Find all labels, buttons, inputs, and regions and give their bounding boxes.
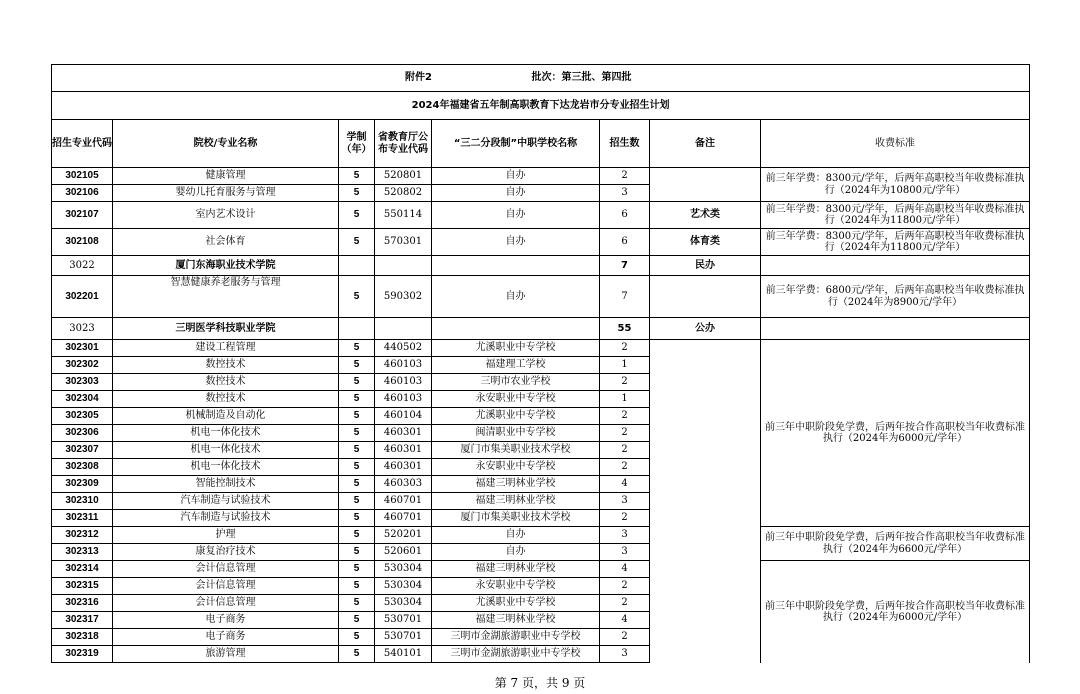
header-province-code: 省教育厅公布专业代码 — [375, 120, 432, 168]
years-value: 5 — [339, 408, 375, 425]
remark — [650, 629, 761, 646]
major-code: 302305 — [52, 408, 113, 425]
batch-label: 批次：第三批、第四批 — [531, 72, 632, 84]
years-value: 5 — [339, 185, 375, 202]
major-code: 302313 — [52, 544, 113, 561]
table-row — [52, 561, 1030, 578]
major-code: 302312 — [52, 527, 113, 544]
enroll-count: 4 — [600, 612, 650, 629]
enroll-count: 6 — [600, 229, 650, 256]
years-value: 5 — [339, 168, 375, 185]
remark — [650, 561, 761, 578]
remark: 体育类 — [650, 229, 761, 256]
province-code: 550114 — [375, 202, 432, 229]
enroll-count: 2 — [600, 595, 650, 612]
years-value: 5 — [339, 527, 375, 544]
school-row — [52, 318, 1030, 340]
province-code: 570301 — [375, 229, 432, 256]
page-title: 2024年福建省五年制高职教育下达龙岩市分专业招生计划 — [52, 92, 1030, 120]
table-row — [52, 229, 1030, 256]
major-name: 汽车制造与试验技术 — [113, 510, 339, 527]
partner-school: 福建理工学校 — [432, 357, 600, 374]
major-code: 302314 — [52, 561, 113, 578]
fee-standard: 前三年中职阶段免学费，后两年按合作高职校当年收费标准执行（2024年为6600元/学年） — [761, 527, 1030, 561]
header-code: 招生专业代码 — [52, 120, 113, 168]
major-code: 302308 — [52, 459, 113, 476]
enroll-count: 3 — [600, 544, 650, 561]
province-code: 540101 — [375, 646, 432, 663]
enroll-count: 2 — [600, 459, 650, 476]
remark — [650, 612, 761, 629]
years-value: 5 — [339, 595, 375, 612]
partner-school: 尤溪职业中专学校 — [432, 340, 600, 357]
enroll-count: 2 — [600, 510, 650, 527]
title-row — [52, 92, 1030, 120]
province-code: 460301 — [375, 459, 432, 476]
province-code: 520601 — [375, 544, 432, 561]
province-code: 460301 — [375, 425, 432, 442]
school-code: 3023 — [52, 318, 113, 340]
header-years: 学制（年） — [339, 120, 375, 168]
remark — [650, 391, 761, 408]
province-code: 530701 — [375, 612, 432, 629]
major-name: 康复治疗技术 — [113, 544, 339, 561]
partner-school: 自办 — [432, 229, 600, 256]
partner-school: 福建三明林业学校 — [432, 476, 600, 493]
partner-school: 闽清职业中专学校 — [432, 425, 600, 442]
header-fee: 收费标准 — [761, 120, 1030, 168]
fee-standard: 前三年学费：8300元/学年，后两年高职校当年收费标准执行（2024年为11800元/学年） — [761, 229, 1030, 256]
major-name: 电子商务 — [113, 629, 339, 646]
years-value: 5 — [339, 629, 375, 646]
partner-school: 厦门市集美职业技术学校 — [432, 442, 600, 459]
enroll-count: 3 — [600, 493, 650, 510]
major-code: 302108 — [52, 229, 113, 256]
major-code: 302201 — [52, 276, 113, 318]
fee-standard: 前三年中职阶段免学费，后两年按合作高职校当年收费标准执行（2024年为6000元/学年） — [761, 340, 1030, 527]
fee-standard: 前三年中职阶段免学费，后两年按合作高职校当年收费标准执行（2024年为6000元/学年） — [761, 561, 1030, 663]
enroll-count: 3 — [600, 185, 650, 202]
header-count: 招生数 — [600, 120, 650, 168]
years-value: 5 — [339, 202, 375, 229]
years-value: 5 — [339, 476, 375, 493]
remark — [650, 459, 761, 476]
remark — [650, 646, 761, 663]
remark: 艺术类 — [650, 202, 761, 229]
major-name: 智能控制技术 — [113, 476, 339, 493]
fee-standard: 前三年学费：8300元/学年，后两年高职校当年收费标准执行（2024年为10800元/学年） — [761, 168, 1030, 202]
major-code: 302315 — [52, 578, 113, 595]
major-name: 室内艺术设计 — [113, 202, 339, 229]
table-row — [52, 527, 1030, 544]
remark — [650, 442, 761, 459]
province-code: 460303 — [375, 476, 432, 493]
major-code: 302303 — [52, 374, 113, 391]
header-row — [52, 120, 1030, 168]
header-school-major: 院校/专业名称 — [113, 120, 339, 168]
enroll-count: 2 — [600, 168, 650, 185]
header-remark: 备注 — [650, 120, 761, 168]
major-name: 婴幼儿托育服务与管理 — [113, 185, 339, 202]
province-code: 460103 — [375, 391, 432, 408]
major-name: 旅游管理 — [113, 646, 339, 663]
partner-school: 自办 — [432, 185, 600, 202]
enroll-count: 2 — [600, 442, 650, 459]
major-code: 302319 — [52, 646, 113, 663]
province-code: 460104 — [375, 408, 432, 425]
table-row — [52, 202, 1030, 229]
years-value: 5 — [339, 510, 375, 527]
remark — [650, 408, 761, 425]
province-code: 530304 — [375, 561, 432, 578]
enroll-count: 6 — [600, 202, 650, 229]
major-name: 数控技术 — [113, 374, 339, 391]
province-code: 460701 — [375, 510, 432, 527]
partner-school: 自办 — [432, 527, 600, 544]
major-code: 302317 — [52, 612, 113, 629]
major-name: 护理 — [113, 527, 339, 544]
table-row — [52, 168, 1030, 185]
years-value: 5 — [339, 612, 375, 629]
enroll-count: 1 — [600, 357, 650, 374]
enroll-count: 2 — [600, 340, 650, 357]
years-value: 5 — [339, 340, 375, 357]
major-code: 302306 — [52, 425, 113, 442]
enroll-count: 3 — [600, 646, 650, 663]
remark — [650, 425, 761, 442]
enroll-count: 2 — [600, 408, 650, 425]
years-value: 5 — [339, 374, 375, 391]
province-code: 520801 — [375, 168, 432, 185]
enrollment-plan-table — [51, 64, 1030, 663]
major-name: 机械制造及自动化 — [113, 408, 339, 425]
years-value: 5 — [339, 425, 375, 442]
enroll-count: 2 — [600, 629, 650, 646]
partner-school: 永安职业中专学校 — [432, 459, 600, 476]
years-value: 5 — [339, 459, 375, 476]
major-name: 建设工程管理 — [113, 340, 339, 357]
major-code: 302309 — [52, 476, 113, 493]
years-value: 5 — [339, 561, 375, 578]
table-row — [52, 276, 1030, 318]
years-value: 5 — [339, 276, 375, 318]
major-code: 302302 — [52, 357, 113, 374]
province-code: 530304 — [375, 578, 432, 595]
major-code: 302304 — [52, 391, 113, 408]
major-name: 社会体育 — [113, 229, 339, 256]
remark — [650, 374, 761, 391]
partner-school: 永安职业中专学校 — [432, 391, 600, 408]
major-name: 机电一体化技术 — [113, 442, 339, 459]
enroll-count: 2 — [600, 374, 650, 391]
enroll-count: 2 — [600, 425, 650, 442]
partner-school: 厦门市集美职业技术学校 — [432, 510, 600, 527]
province-code: 460103 — [375, 357, 432, 374]
major-name: 健康管理 — [113, 168, 339, 185]
remark — [650, 276, 761, 318]
major-name: 会计信息管理 — [113, 561, 339, 578]
school-code: 3022 — [52, 256, 113, 276]
major-code: 302310 — [52, 493, 113, 510]
major-name: 智慧健康养老服务与管理 — [113, 276, 339, 318]
fee-standard: 前三年学费：8300元/学年，后两年高职校当年收费标准执行（2024年为11800元/学年） — [761, 202, 1030, 229]
province-code: 530701 — [375, 629, 432, 646]
attachment-row — [52, 65, 1030, 92]
remark — [650, 527, 761, 544]
remark — [650, 185, 761, 202]
remark — [650, 578, 761, 595]
major-name: 数控技术 — [113, 391, 339, 408]
major-name: 数控技术 — [113, 357, 339, 374]
province-code: 460701 — [375, 493, 432, 510]
major-name: 机电一体化技术 — [113, 459, 339, 476]
major-code: 302301 — [52, 340, 113, 357]
years-value: 5 — [339, 646, 375, 663]
province-code: 520201 — [375, 527, 432, 544]
school-count: 7 — [600, 256, 650, 276]
partner-school: 福建三明林业学校 — [432, 612, 600, 629]
remark — [650, 595, 761, 612]
school-name: 三明医学科技职业学院 — [113, 318, 339, 340]
major-name: 电子商务 — [113, 612, 339, 629]
enroll-count: 1 — [600, 391, 650, 408]
years-value: 5 — [339, 391, 375, 408]
page-number: 第 7 页，共 9 页 — [494, 676, 586, 690]
major-code: 302311 — [52, 510, 113, 527]
major-code: 302318 — [52, 629, 113, 646]
enroll-count: 2 — [600, 578, 650, 595]
remark — [650, 168, 761, 185]
remark — [650, 544, 761, 561]
province-code: 530304 — [375, 595, 432, 612]
school-remark: 公办 — [650, 318, 761, 340]
enroll-count: 3 — [600, 527, 650, 544]
remark — [650, 510, 761, 527]
partner-school: 尤溪职业中专学校 — [432, 408, 600, 425]
years-value: 5 — [339, 229, 375, 256]
table-row — [52, 340, 1030, 357]
partner-school: 永安职业中专学校 — [432, 578, 600, 595]
major-code: 302107 — [52, 202, 113, 229]
province-code: 440502 — [375, 340, 432, 357]
school-remark: 民办 — [650, 256, 761, 276]
partner-school: 自办 — [432, 276, 600, 318]
remark — [650, 493, 761, 510]
header-partner: “三二分段制”中职学校名称 — [432, 120, 600, 168]
major-code: 302105 — [52, 168, 113, 185]
school-count: 55 — [600, 318, 650, 340]
partner-school: 福建三明林业学校 — [432, 493, 600, 510]
partner-school: 三明市金湖旅游职业中专学校 — [432, 646, 600, 663]
attachment-label: 附件2 — [405, 72, 432, 84]
school-name: 厦门东海职业技术学院 — [113, 256, 339, 276]
partner-school: 自办 — [432, 168, 600, 185]
fee-standard: 前三年学费：6800元/学年，后两年高职校当年收费标准执行（2024年为8900元/学年） — [761, 276, 1030, 318]
major-code: 302316 — [52, 595, 113, 612]
school-row — [52, 256, 1030, 276]
remark — [650, 340, 761, 374]
major-code: 302106 — [52, 185, 113, 202]
partner-school: 自办 — [432, 544, 600, 561]
partner-school: 三明市金湖旅游职业中专学校 — [432, 629, 600, 646]
partner-school: 尤溪职业中专学校 — [432, 595, 600, 612]
major-name: 会计信息管理 — [113, 578, 339, 595]
province-code: 460103 — [375, 374, 432, 391]
major-code: 302307 — [52, 442, 113, 459]
major-name: 机电一体化技术 — [113, 425, 339, 442]
province-code: 590302 — [375, 276, 432, 318]
province-code: 460301 — [375, 442, 432, 459]
remark — [650, 476, 761, 493]
years-value: 5 — [339, 493, 375, 510]
partner-school: 福建三明林业学校 — [432, 561, 600, 578]
years-value: 5 — [339, 544, 375, 561]
major-name: 会计信息管理 — [113, 595, 339, 612]
partner-school: 三明市农业学校 — [432, 374, 600, 391]
years-value: 5 — [339, 442, 375, 459]
enroll-count: 7 — [600, 276, 650, 318]
partner-school: 自办 — [432, 202, 600, 229]
major-name: 汽车制造与试验技术 — [113, 493, 339, 510]
enroll-count: 4 — [600, 476, 650, 493]
years-value: 5 — [339, 357, 375, 374]
years-value: 5 — [339, 578, 375, 595]
province-code: 520802 — [375, 185, 432, 202]
enroll-count: 4 — [600, 561, 650, 578]
